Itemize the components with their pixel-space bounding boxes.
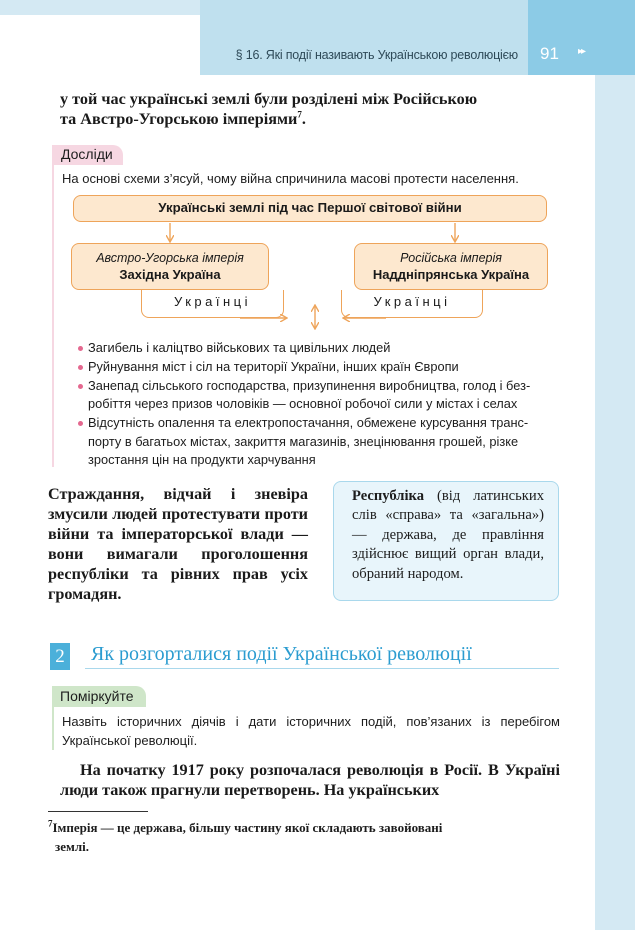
- running-header-title: § 16. Які події називають Українською революцією: [235, 48, 518, 62]
- scheme-western-ukraine: Західна Україна: [119, 267, 221, 282]
- revolution-paragraph: На початку 1917 року розпочалася революція в Росії. В Україні люди також прагнули перетворень. На українських: [60, 761, 560, 799]
- consequences-list: [78, 339, 556, 470]
- scheme-ukrainians-right: Українці: [341, 290, 483, 318]
- footnote: [48, 818, 560, 856]
- page-number: 91: [540, 44, 559, 63]
- footnote-ref: 7: [297, 109, 302, 120]
- think-task: Назвіть історичних діячів і дати історичних подій, пов’язаних із перебігом Української революції.: [62, 714, 560, 748]
- think-side-rule: [52, 707, 54, 750]
- definition-text: (від латинських слів «справа» та «загальна») — держава, де правління здійснює вищий орган влади, обраний народом.: [352, 488, 544, 582]
- intro-line-2: та Австро-Угорською імперіями: [60, 110, 298, 128]
- section-underline: [85, 668, 559, 669]
- double-arrow-icon: ▸▸: [578, 46, 585, 57]
- scheme-top-box: Українські землі під час Першої світової війни: [73, 195, 547, 222]
- scheme-ukrainians-left: Українці: [141, 290, 284, 318]
- list-item: Руйнування міст і сіл на території України, інших країн Європи: [78, 358, 556, 377]
- explore-task: На основі схеми з’ясуй, чому війна спричинила масові протести населення.: [62, 171, 519, 186]
- protest-text-2: та рівних прав усіх громадян.: [48, 565, 308, 603]
- scheme-austria-empire: Австро-Угорська імперія: [96, 251, 244, 265]
- definition-term: Республіка: [352, 488, 425, 504]
- intro-line-1: у той час українські землі були розділені між Російською: [60, 90, 478, 108]
- list-item: Відсутність опалення та електропостачання, обмежене курсування транс-порту в багатьох містах, закриття магазинів, знецінювання грошей, різке зростання цін на продукти харчування: [78, 414, 556, 470]
- protest-term: республіки: [48, 565, 129, 583]
- footnote-number: 7: [48, 818, 53, 829]
- footnote-line-2: землі.: [55, 839, 90, 854]
- section-title: Як розгорталися події Української революції: [91, 643, 472, 665]
- scheme-dnipro-ukraine: Наддніпрянська Україна: [372, 267, 530, 282]
- list-item: Занепад сільського господарства, призупинення виробництва, голод і без-робіття через призов чоловіків — основної робочої сили у містах і селах: [78, 377, 556, 414]
- protest-text-1: Страждання, відчай і зневіра змусили людей протестувати проти війни та імператорської влади — вони вимагали проголошення: [48, 485, 308, 563]
- footnote-line-1: Імперія — це держава, більшу частину якої складають завойовані: [52, 820, 443, 835]
- scheme-russian-empire: Російська імперія: [400, 251, 502, 265]
- explore-label: Досліди: [52, 145, 123, 165]
- section-number: 2: [50, 643, 70, 670]
- think-label: Поміркуйте: [52, 686, 146, 707]
- protest-paragraph: [48, 484, 308, 604]
- footnote-rule: [48, 811, 148, 812]
- definition-box: [333, 481, 559, 601]
- list-item: Загибель і каліцтво військових та цивільних людей: [78, 339, 556, 358]
- intro-period: .: [301, 110, 306, 128]
